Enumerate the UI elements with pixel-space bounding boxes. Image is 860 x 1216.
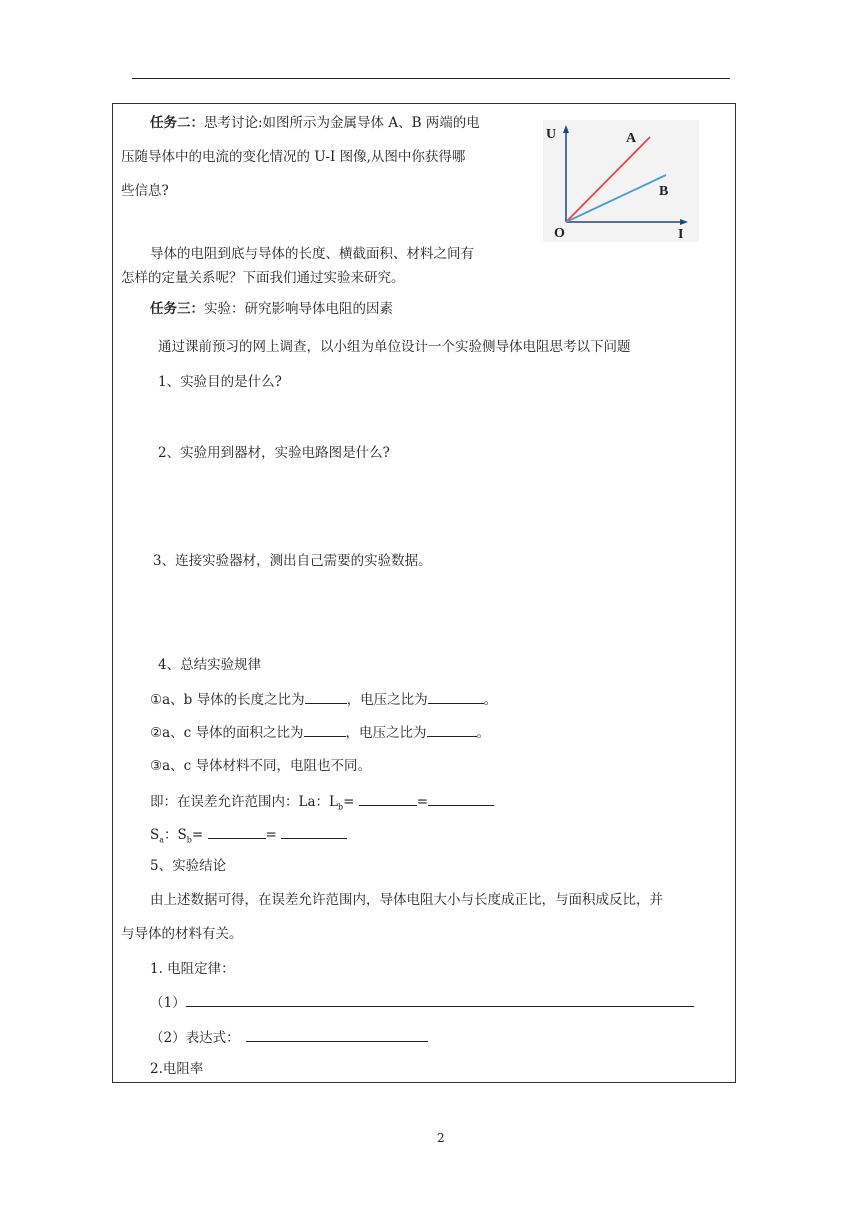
rule-2-text-c: 。 [476,725,491,741]
rule-1-blank-2[interactable] [428,691,484,704]
question-1: 1、实验目的是什么? [158,374,282,390]
intro-line2: 怎样的定量关系呢？下面我们通过实验来研究。 [121,270,405,286]
formula-area-sub-b: b [186,835,192,845]
rule-2-text-a: ②a、c 导体的面积之比为 [150,725,304,741]
formula-area [150,826,347,849]
rule-2 [150,724,490,741]
law-item-1-blank[interactable] [186,994,694,1007]
rule-1-text-b: ，电压之比为 [346,692,428,708]
formula-area-blank-2[interactable] [281,826,347,839]
formula-length-blank-1[interactable] [359,793,417,806]
conclusion-line2: 与导体的材料有关。 [121,926,243,942]
formula-area-eq-2: = [265,827,277,843]
task2-label: 任务二： [150,115,204,131]
rule-2-blank-1[interactable] [304,724,346,737]
formula-area-sub-a: a [159,835,165,845]
rule-1-text-a: ①a、b 导体的长度之比为 [150,692,305,708]
question-4: 4、总结实验规律 [158,657,262,673]
law-item-1-label: （1） [150,995,186,1011]
origin-label: O [554,226,565,241]
conclusion-line1: 由上述数据可得，在误差允许范围内，导体电阻大小与长度成正比，与面积成反比，并 [150,892,663,908]
task2-line2: 压随导体中的电流的变化情况的 U-I 图像,从图中你获得哪 [121,149,466,165]
task3-label: 任务三： [150,301,204,317]
rule-2-text-b: ，电压之比为 [345,725,427,741]
ui-graph [543,120,699,242]
law-item-2-label: （2）表达式： [150,1030,240,1046]
line-label-a: A [626,131,637,146]
rule-1-blank-1[interactable] [305,691,347,704]
formula-area-mid: ：S [164,827,187,843]
resistivity-title: 2.电阻率 [150,1061,204,1077]
law-item-2 [150,1029,428,1046]
task3-intro: 通过课前预习的网上调查，以小组为单位设计一个实验侧导体电阻思考以下问题 [158,339,631,355]
question-3: 3、连接实验器材，测出自己需要的实验数据。 [153,553,432,569]
conclusion-title: 5、实验结论 [150,858,227,874]
formula-area-eq: = [191,827,204,843]
formula-length-eq: = [343,794,355,810]
axis-label-u: U [546,127,557,142]
task2-line1 [150,115,480,131]
line-label-b: B [659,184,669,199]
task2-line3: 些信息? [121,183,169,199]
rule-2-blank-2[interactable] [427,724,477,737]
law-title: 1. 电阻定律： [150,961,235,977]
rule-1-text-c: 。 [483,692,498,708]
formula-length-blank-2[interactable] [428,793,494,806]
page-number: 2 [437,1131,445,1145]
formula-length [150,793,494,816]
question-2: 2、实验用到器材，实验电路图是什么? [158,445,390,461]
formula-length-prefix: 即：在误差允许范围内：La：L [150,794,338,810]
task3-heading [150,301,393,317]
law-item-1 [150,994,694,1011]
header-rule [132,78,730,79]
formula-area-s: S [150,827,160,843]
task3-title: 实验：研究影响导体电阻的因素 [204,301,393,317]
law-item-2-blank[interactable] [246,1029,428,1042]
rule-3: ③a、c 导体材料不同，电阻也不同。 [150,758,372,774]
rule-1 [150,691,497,708]
task2-text: 思考讨论:如图所示为金属导体 A、B 两端的电 [204,115,480,131]
formula-length-sub: b [337,802,344,812]
formula-length-eq-2: = [416,794,429,810]
intro-line1: 导体的电阻到底与导体的长度、横截面积、材料之间有 [150,246,474,262]
formula-area-blank-1[interactable] [208,826,266,839]
axis-label-i: I [678,227,684,242]
